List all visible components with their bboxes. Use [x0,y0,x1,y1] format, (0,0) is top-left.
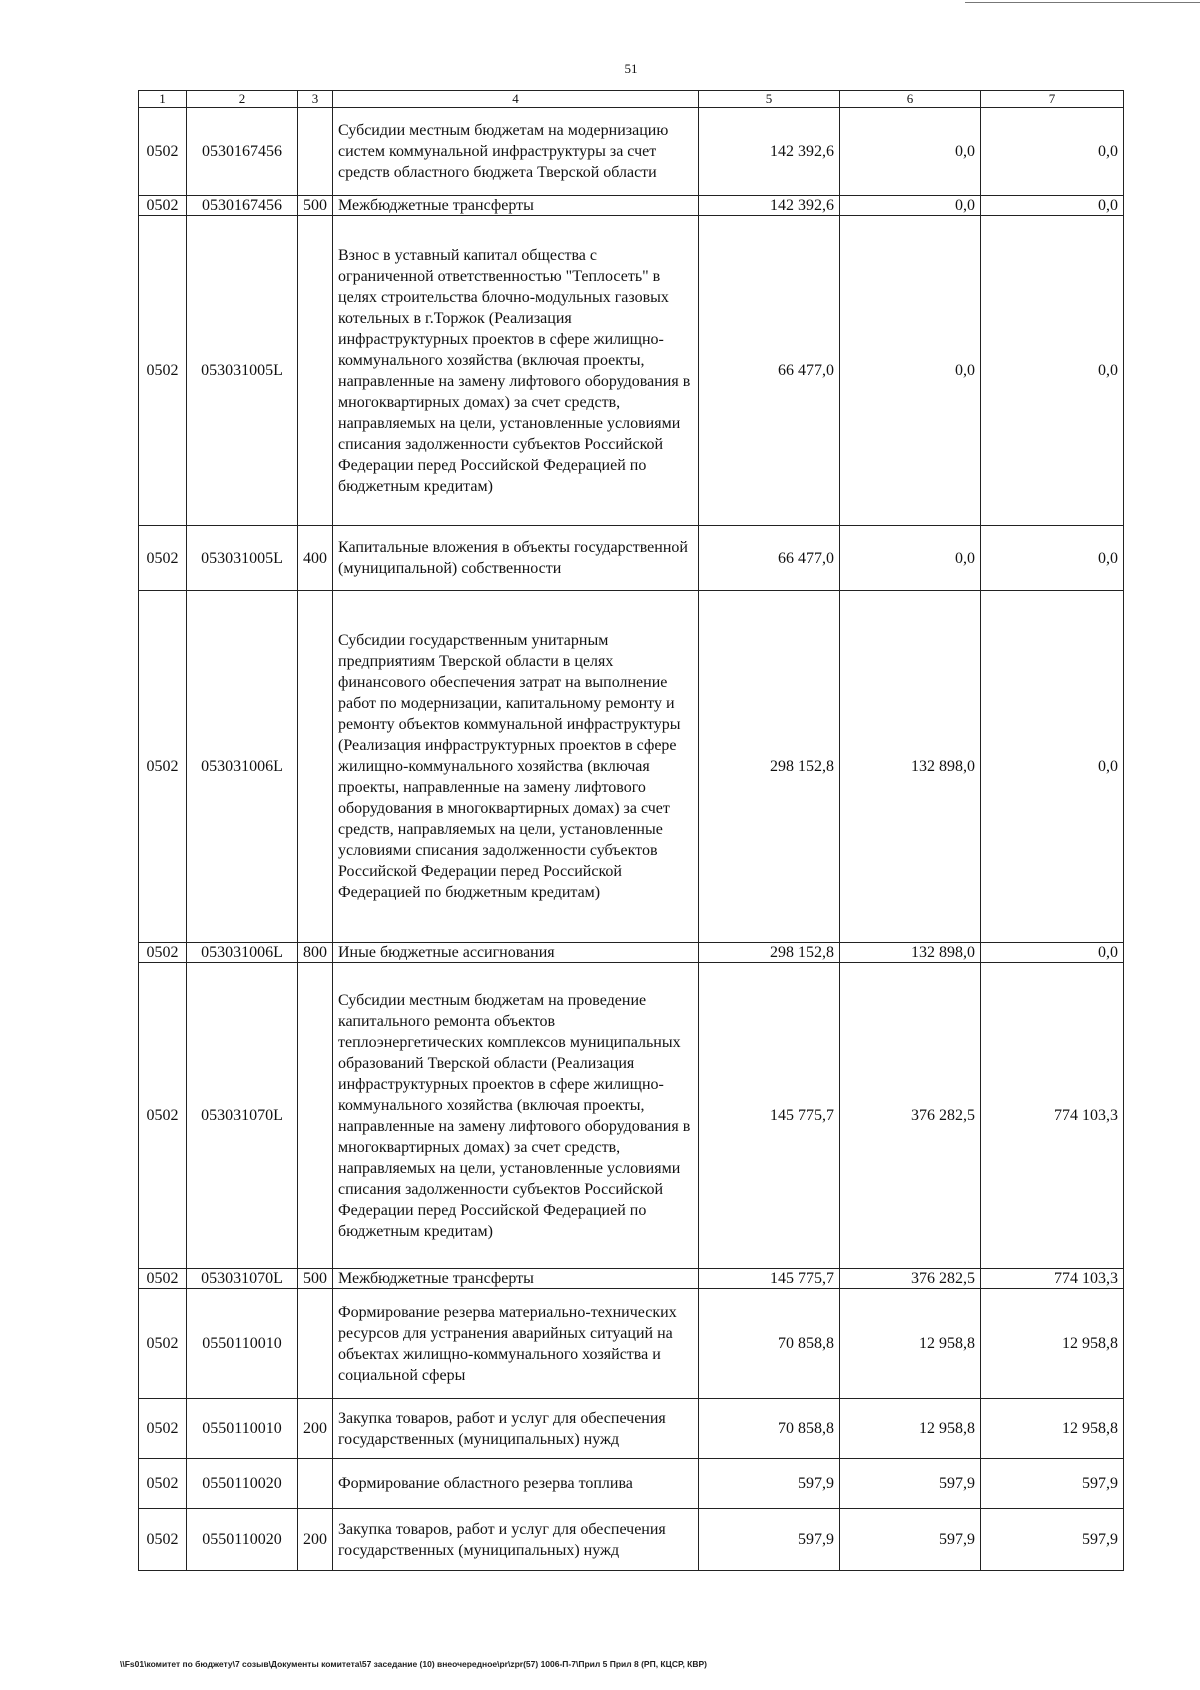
amount-col5: 597,9 [699,1459,840,1509]
header-cell: 7 [981,91,1124,108]
table-row [139,943,1124,963]
amount-col7: 12 958,8 [981,1399,1124,1459]
target-article-code: 0530167456 [187,108,298,196]
amount-col5: 66 477,0 [699,526,840,591]
amount-col7: 0,0 [981,216,1124,526]
amount-col6: 376 282,5 [840,963,981,1269]
expense-type-code: 200 [298,1399,333,1459]
section-code: 0502 [139,526,187,591]
section-code: 0502 [139,196,187,216]
header-cell: 1 [139,91,187,108]
expense-type-code: 500 [298,1269,333,1289]
budget-table [138,90,1124,1571]
target-article-code: 0530167456 [187,196,298,216]
amount-col6: 597,9 [840,1509,981,1571]
amount-col5: 142 392,6 [699,196,840,216]
amount-col7: 0,0 [981,591,1124,943]
section-code: 0502 [139,963,187,1269]
amount-col6: 0,0 [840,108,981,196]
amount-col5: 145 775,7 [699,963,840,1269]
target-article-code: 053031070L [187,963,298,1269]
expense-type-code [298,216,333,526]
section-code: 0502 [139,1269,187,1289]
table-row [139,196,1124,216]
row-description: Межбюджетные трансферты [333,196,699,216]
row-description: Формирование резерва материально-технических ресурсов для устранения аварийных ситуаций на объектах жилищно-коммунального хозяйства и социальной сферы [333,1289,699,1399]
section-code: 0502 [139,591,187,943]
section-code: 0502 [139,108,187,196]
amount-col7: 12 958,8 [981,1289,1124,1399]
row-description: Формирование областного резерва топлива [333,1459,699,1509]
amount-col6: 0,0 [840,216,981,526]
header-cell: 2 [187,91,298,108]
amount-col5: 298 152,8 [699,943,840,963]
row-description: Закупка товаров, работ и услуг для обеспечения государственных (муниципальных) нужд [333,1399,699,1459]
amount-col6: 0,0 [840,526,981,591]
amount-col7: 0,0 [981,526,1124,591]
expense-type-code [298,963,333,1269]
target-article-code: 0550110010 [187,1399,298,1459]
table-row [139,1269,1124,1289]
expense-type-code [298,1289,333,1399]
amount-col5: 298 152,8 [699,591,840,943]
target-article-code: 0550110020 [187,1459,298,1509]
expense-type-code [298,591,333,943]
table-row [139,1509,1124,1571]
amount-col7: 774 103,3 [981,963,1124,1269]
target-article-code: 053031070L [187,1269,298,1289]
section-code: 0502 [139,943,187,963]
expense-type-code: 500 [298,196,333,216]
row-description: Иные бюджетные ассигнования [333,943,699,963]
table-row [139,1289,1124,1399]
target-article-code: 0550110020 [187,1509,298,1571]
expense-type-code: 800 [298,943,333,963]
amount-col6: 12 958,8 [840,1399,981,1459]
amount-col6: 0,0 [840,196,981,216]
row-description: Субсидии местным бюджетам на проведение капитального ремонта объектов теплоэнергетических комплексов муниципальных образований Тверской области (Реализация инфраструктурных проектов в сфере жилищно-коммунального хозяйства (включая проекты, направленные на замену лифтового оборудования в многоквартирных домах) за счет средств, направляемых на цели, установленные условиями списания задолженности субъектов Российской Федерации перед Российской Федерацией по бюджетным кредитам) [333,963,699,1269]
header-cell: 5 [699,91,840,108]
expense-type-code: 200 [298,1509,333,1571]
row-description: Субсидии государственным унитарным предприятиям Тверской области в целях финансового обеспечения затрат на выполнение работ по модернизации, капитальному ремонту и ремонту объектов коммунальной инфраструктуры (Реализация инфраструктурных проектов в сфере жилищно-коммунального хозяйства (включая проекты, направленные на замену лифтового оборудования в многоквартирных домах) за счет средств, направляемых на цели, установленные условиями списания задолженности субъектов Российской Федерации перед Российской Федерацией по бюджетным кредитам) [333,591,699,943]
amount-col5: 597,9 [699,1509,840,1571]
table-row [139,1399,1124,1459]
top-rule [965,2,1200,3]
target-article-code: 053031006L [187,943,298,963]
amount-col7: 597,9 [981,1459,1124,1509]
row-description: Взнос в уставный капитал общества с ограниченной ответственностью "Теплосеть" в целях строительства блочно-модульных газовых котельных в г.Торжок (Реализация инфраструктурных проектов в сфере жилищно-коммунального хозяйства (включая проекты, направленные на замену лифтового оборудования в многоквартирных домах) за счет средств, направляемых на цели, установленные условиями списания задолженности субъектов Российской Федерации перед Российской Федерацией по бюджетным кредитам) [333,216,699,526]
amount-col7: 774 103,3 [981,1269,1124,1289]
table-row [139,526,1124,591]
amount-col5: 142 392,6 [699,108,840,196]
amount-col5: 145 775,7 [699,1269,840,1289]
section-code: 0502 [139,216,187,526]
amount-col5: 70 858,8 [699,1399,840,1459]
table-row [139,216,1124,526]
target-article-code: 053031005L [187,216,298,526]
amount-col5: 66 477,0 [699,216,840,526]
amount-col6: 12 958,8 [840,1289,981,1399]
row-description: Субсидии местным бюджетам на модернизацию систем коммунальной инфраструктуры за счет средств областного бюджета Тверской области [333,108,699,196]
amount-col6: 597,9 [840,1459,981,1509]
expense-type-code [298,108,333,196]
footer-file-path: \\Fs01\комитет по бюджету\7 созыв\Документы комитета\57 заседание (10) внеочередное\pr\zpr(57) 1006-П-7\Прил 5 Прил 8 (РП, КЦСР, КВР) [120,1659,707,1669]
header-cell: 4 [333,91,699,108]
amount-col5: 70 858,8 [699,1289,840,1399]
amount-col7: 597,9 [981,1509,1124,1571]
table-row [139,963,1124,1269]
target-article-code: 053031006L [187,591,298,943]
amount-col6: 132 898,0 [840,591,981,943]
amount-col6: 132 898,0 [840,943,981,963]
page-number: 51 [624,61,638,76]
section-code: 0502 [139,1399,187,1459]
expense-type-code [298,1459,333,1509]
row-description: Капитальные вложения в объекты государственной (муниципальной) собственности [333,526,699,591]
amount-col7: 0,0 [981,108,1124,196]
target-article-code: 053031005L [187,526,298,591]
amount-col7: 0,0 [981,943,1124,963]
table-row [139,108,1124,196]
section-code: 0502 [139,1459,187,1509]
amount-col6: 376 282,5 [840,1269,981,1289]
row-description: Закупка товаров, работ и услуг для обеспечения государственных (муниципальных) нужд [333,1509,699,1571]
table-row [139,591,1124,943]
section-code: 0502 [139,1509,187,1571]
expense-type-code: 400 [298,526,333,591]
section-code: 0502 [139,1289,187,1399]
header-cell: 6 [840,91,981,108]
target-article-code: 0550110010 [187,1289,298,1399]
row-description: Межбюджетные трансферты [333,1269,699,1289]
header-row [139,91,1124,108]
header-cell: 3 [298,91,333,108]
table-row [139,1459,1124,1509]
amount-col7: 0,0 [981,196,1124,216]
